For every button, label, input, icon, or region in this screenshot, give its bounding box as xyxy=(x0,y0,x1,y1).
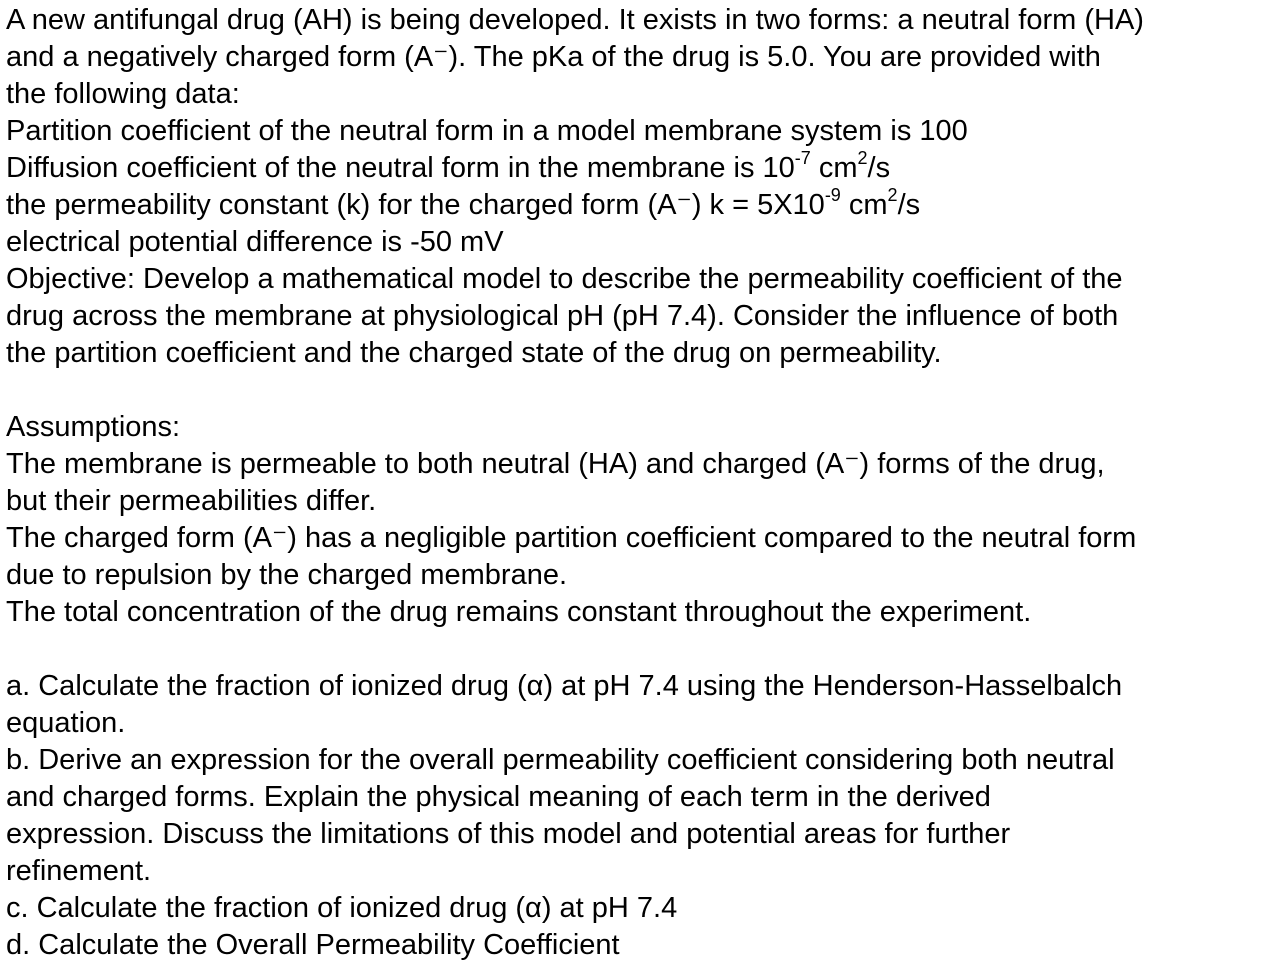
question-d: d. Calculate the Overall Permeability Coefficient xyxy=(6,929,620,961)
intro-line-3: the following data: xyxy=(6,78,240,110)
problem-document xyxy=(6,2,1276,964)
data-list xyxy=(6,113,1276,261)
assumption-1-line-2: but their permeabilities differ. xyxy=(6,485,377,517)
diffusion-unit-exponent: 2 xyxy=(857,148,868,169)
question-b-line-3: expression. Discuss the limitations of this model and potential areas for further xyxy=(6,818,1011,850)
intro-paragraph xyxy=(6,2,1276,113)
diffusion-coefficient-line xyxy=(6,150,1276,187)
diffusion-unit-suffix: /s xyxy=(867,152,891,184)
potential-difference-line: electrical potential difference is -50 mV xyxy=(6,226,504,258)
assumption-2-line-2: due to repulsion by the charged membrane. xyxy=(6,559,568,591)
assumption-1-line-1: The membrane is permeable to both neutral (HA) and charged (A⁻) forms of the drug, xyxy=(6,448,1105,480)
permeability-constant-line xyxy=(6,187,1276,224)
assumption-2-line-1: The charged form (A⁻) has a negligible partition coefficient compared to the neutral form xyxy=(6,522,1137,554)
objective-line-3: the partition coefficient and the charged state of the drug on permeability. xyxy=(6,337,942,369)
question-b-line-1: b. Derive an expression for the overall permeability coefficient considering both neutral xyxy=(6,744,1115,776)
question-a-line-1: a. Calculate the fraction of ionized drug (α) at pH 7.4 using the Henderson-Hasselbalch xyxy=(6,670,1123,702)
assumptions-section xyxy=(6,409,1276,631)
objective-line-1: Objective: Develop a mathematical model to describe the permeability coefficient of the xyxy=(6,263,1123,295)
question-b-line-2: and charged forms. Explain the physical meaning of each term in the derived xyxy=(6,781,991,813)
question-c: c. Calculate the fraction of ionized drug (α) at pH 7.4 xyxy=(6,892,678,924)
assumption-3: The total concentration of the drug remains constant throughout the experiment. xyxy=(6,596,1032,628)
intro-line-2: and a negatively charged form (A⁻). The pKa of the drug is 5.0. You are provided with xyxy=(6,41,1101,73)
question-b-line-4: refinement. xyxy=(6,855,152,887)
questions-section xyxy=(6,668,1276,964)
permeability-text: the permeability constant (k) for the charged form (A⁻) k = 5X10 xyxy=(6,189,825,221)
question-a-line-2: equation. xyxy=(6,707,126,739)
permeability-exponent: -9 xyxy=(824,185,841,206)
diffusion-unit: cm xyxy=(810,152,858,184)
diffusion-exponent: -7 xyxy=(794,148,811,169)
permeability-unit: cm xyxy=(840,189,888,221)
assumptions-heading: Assumptions: xyxy=(6,411,181,443)
partition-coefficient-line: Partition coefficient of the neutral form in a model membrane system is 100 xyxy=(6,115,968,147)
objective-paragraph xyxy=(6,261,1276,372)
diffusion-text: Diffusion coefficient of the neutral form in the membrane is 10 xyxy=(6,152,795,184)
intro-line-1: A new antifungal drug (AH) is being developed. It exists in two forms: a neutral form (HA) xyxy=(6,4,1144,36)
spacer xyxy=(6,631,1276,668)
permeability-unit-exponent: 2 xyxy=(887,185,898,206)
spacer xyxy=(6,372,1276,409)
objective-line-2: drug across the membrane at physiological pH (pH 7.4). Consider the influence of both xyxy=(6,300,1119,332)
permeability-unit-suffix: /s xyxy=(897,189,921,221)
